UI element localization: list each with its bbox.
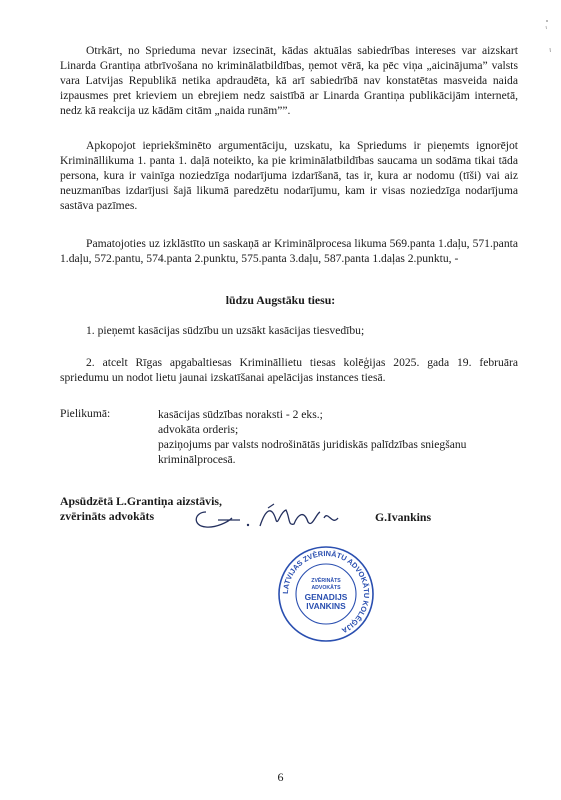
signatory-name: G.Ivankins — [375, 510, 432, 524]
paragraph-summary: Apkopojot iepriekšminēto argumentāciju, uzskatu, ka Spriedums ir pieņemts ignorējot Krimināllikuma 1. panta 1. daļā noteikto, ka pie kriminālatbildības saucama un sodāma tikai tāda persona, kura ir vainīga noziedzīga nodarījuma izdarīšanā, tas ir, kura ar nodomu (tīši) vai aiz neuzmanības izdarījusi šajā likumā paredzētu nodarījumu, kam ir visas noziedzīga nodarījuma sastāva pazīmes. — [60, 139, 518, 212]
request-item-1: 1. pieņemt kasācijas sūdzību un uzsākt kasācijas tiesvedību; — [86, 324, 365, 337]
signature-role-line2: zvērināts advokāts — [60, 509, 155, 523]
attachments-list — [158, 407, 488, 467]
stamp-inner-line1: ZVĒRINĀTS — [311, 578, 341, 584]
paragraph-legal-basis: Pamatojoties uz izklāstīto un saskaņā ar Kriminālprocesa likuma 569.panta 1.daļu, 571.panta 1.daļu, 572.pantu, 574.panta 2.punktu, 575.panta 3.daļu, 587.panta 1.daļas 2.punktu, - — [60, 237, 518, 265]
attachments-label: Pielikumā: — [60, 407, 111, 420]
advocate-stamp — [277, 545, 375, 643]
handwritten-signature — [188, 500, 378, 534]
stamp-inner-line2: ADVOKĀTS — [311, 585, 341, 591]
scan-edge-marks — [543, 18, 553, 58]
attachment-item: advokāta orderis; — [158, 423, 239, 436]
stamp-ring-text: LATVIJAS ZVĒRINĀTU ADVOKĀTU KOLĒĢIJA — [280, 548, 372, 636]
attachment-item: paziņojums par valsts nodrošinātās juridiskās palīdzības sniegšanu kriminālprocesā. — [158, 438, 467, 466]
stamp-inner-line3: GENADIJS — [304, 592, 348, 602]
paragraph-argument-second: Otrkārt, no Sprieduma nevar izsecināt, kādas aktuālas sabiedrības intereses var aizskart Linarda Grantiņa atbrīvošana no kriminālatbildības, ņemot vērā, ka pēc viņa „aicinājuma” valsts vara Latvijas Republikā netika apdraudēta, kā arī sabiedrībā nav konstatētas masveida naida izpausmes pret krieviem un ebrejiem nedz saistībā ar Linarda Grantiņa publikācijām internetā, nedz kā reakcija uz kādām citām „naida runām””. — [60, 44, 518, 117]
signature-role-line1: Apsūdzētā L.Grantiņa aizstāvis, — [60, 494, 222, 508]
attachment-item: kasācijas sūdzības noraksti - 2 eks.; — [158, 408, 323, 421]
page-number: 6 — [277, 770, 284, 784]
request-heading: lūdzu Augstāku tiesu: — [225, 293, 336, 307]
request-item-2: 2. atcelt Rīgas apgabaltiesas Krimināllietu tiesas kolēģijas 2025. gada 19. februāra spriedumu un nodot lietu jaunai izskatīšanai apelācijas instances tiesā. — [60, 356, 518, 384]
stamp-inner-line4: IVANKINS — [306, 601, 346, 611]
